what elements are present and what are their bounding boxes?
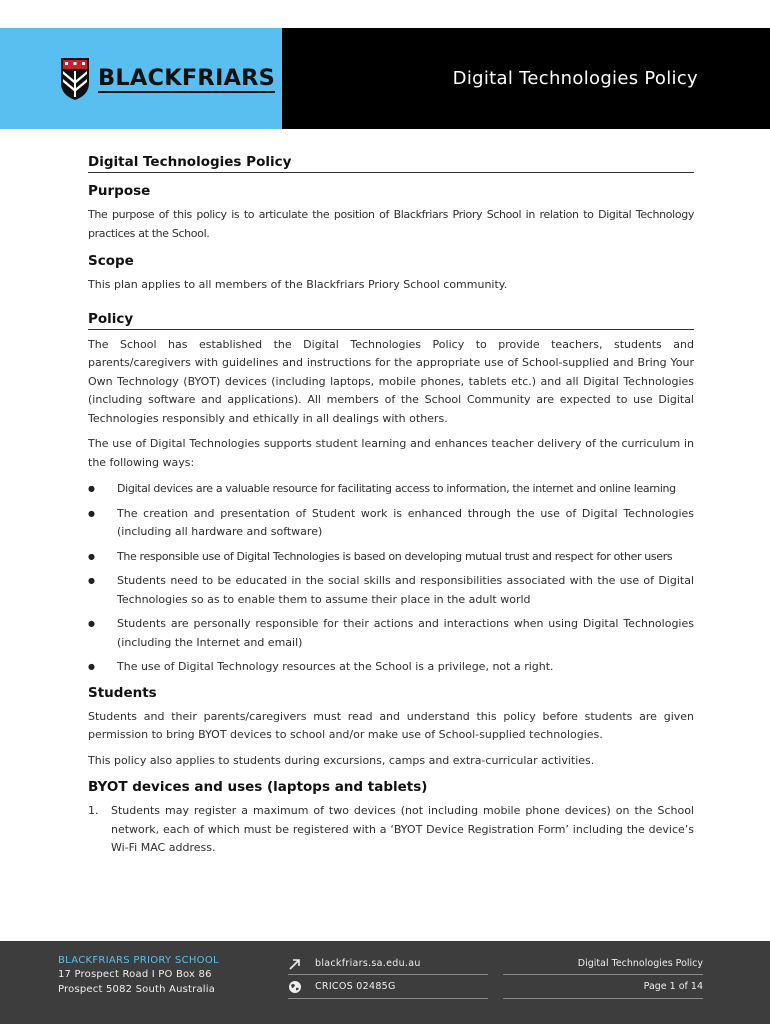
header-title-panel bbox=[282, 28, 770, 129]
policy-heading: Policy bbox=[88, 310, 694, 330]
page-header bbox=[0, 28, 770, 129]
policy-bullet-list bbox=[88, 480, 694, 677]
list-item: ● The creation and presentation of Student work is enhanced through the use of Digital Technologies (including all hardware and software) bbox=[88, 505, 694, 542]
footer-doc-title: Digital Technologies Policy bbox=[503, 958, 703, 975]
list-item: ● Students are personally responsible for their actions and interactions when using Digital Technologies (including the Internet and email) bbox=[88, 615, 694, 652]
main-heading: Digital Technologies Policy bbox=[88, 153, 694, 173]
footer-cricos bbox=[288, 979, 488, 999]
scope-text: This plan applies to all members of the Blackfriars Priory School community. bbox=[88, 278, 508, 291]
page-footer bbox=[0, 941, 770, 1024]
footer-website bbox=[288, 956, 488, 975]
scope-heading: Scope bbox=[88, 253, 134, 269]
header-logo-panel bbox=[0, 28, 282, 129]
byot-numbered-list bbox=[88, 802, 694, 858]
list-item-number: 1. bbox=[88, 804, 99, 817]
logo-wordmark: BLACKFRIARS bbox=[98, 64, 276, 91]
list-item: ● The use of Digital Technology resources at the School is a privilege, not a right. bbox=[88, 658, 694, 677]
footer-school-name: BLACKFRIARS PRIORY SCHOOL bbox=[58, 955, 219, 966]
globe-icon bbox=[288, 980, 302, 994]
students-paragraph-2: This policy also applies to students during excursions, camps and extra-curricular activities. bbox=[88, 753, 595, 767]
byot-heading: BYOT devices and uses (laptops and tablets) bbox=[88, 779, 428, 795]
shield-crest-icon bbox=[60, 57, 90, 101]
school-logo bbox=[60, 57, 275, 101]
list-item: ● Digital devices are a valuable resource for facilitating access to information, the internet and online learning bbox=[88, 480, 694, 499]
header-title: Digital Technologies Policy bbox=[452, 68, 698, 89]
students-heading: Students bbox=[88, 684, 157, 701]
purpose-text: The purpose of this policy is to articulate the position of Blackfriars Priory School in relation to Digital Technology practices at the School. bbox=[88, 208, 694, 240]
footer-page-number: Page 1 of 14 bbox=[503, 981, 703, 999]
policy-paragraph-2: The use of Digital Technologies supports student learning and enhances teacher delivery of the curriculum in the following ways: bbox=[88, 437, 694, 469]
students-paragraph-1: Students and their parents/caregivers must read and understand this policy before students are given permission to bring BYOT devices to school and/or make use of School-supplied technologies. bbox=[88, 709, 694, 741]
list-item: ● Students need to be educated in the social skills and responsibilities associated with the use of Digital Technologies so as to enable them to assume their place in the adult world bbox=[88, 572, 694, 609]
arrow-up-right-icon bbox=[288, 957, 302, 971]
list-item bbox=[88, 802, 694, 858]
footer-website-link[interactable]: blackfriars.sa.edu.au bbox=[315, 958, 421, 969]
footer-address-line-1: 17 Prospect Road I PO Box 86 bbox=[58, 969, 212, 980]
list-item: ● The responsible use of Digital Technologies is based on developing mutual trust and respect for other users bbox=[88, 548, 694, 567]
list-item-text: Students may register a maximum of two devices (not including mobile phone devices) on the School network, each of which must be registered with a ‘BYOT Device Registration Form’ including the device’s Wi-Fi MAC address. bbox=[111, 804, 694, 854]
document-body bbox=[88, 153, 694, 858]
footer-address-line-2: Prospect 5082 South Australia bbox=[58, 984, 216, 995]
policy-paragraph-1: The School has established the Digital Technologies Policy to provide teachers, students and parents/caregivers with guidelines and instructions for the appropriate use of School-supplied and Bring Your Own Technology (BYOT) devices (including laptops, mobile phones, tablets etc.) and all Digital Technologies (including software and applications). All members of the School Community are expected to use Digital Technologies responsibly and ethically in all dealings with others. bbox=[88, 337, 694, 425]
footer-cricos-code: CRICOS 02485G bbox=[315, 981, 396, 992]
purpose-heading: Purpose bbox=[88, 183, 151, 199]
